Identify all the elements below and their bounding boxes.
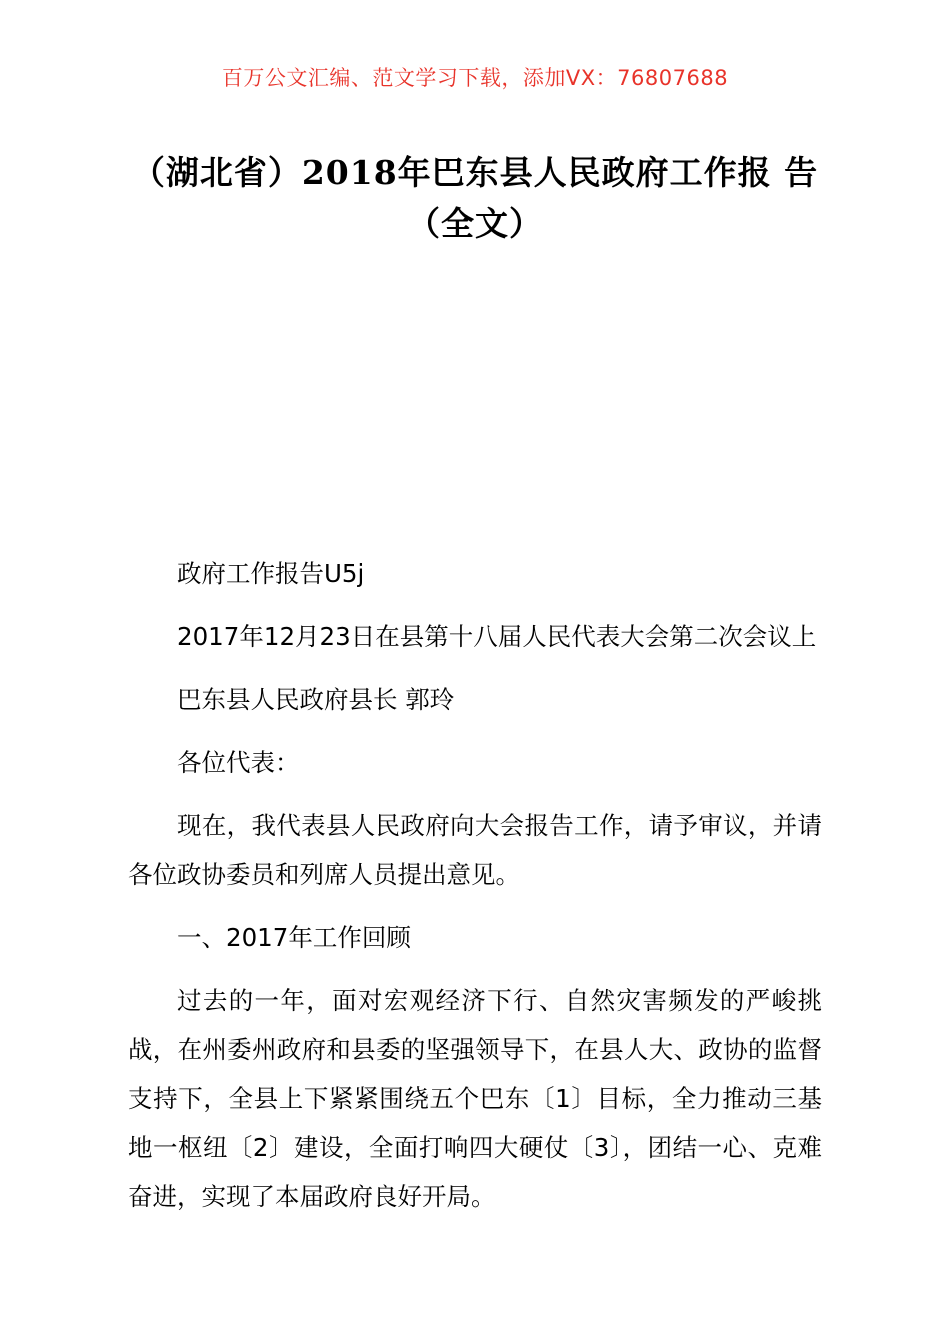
- page-title-line-2: 告（全文）: [407, 153, 819, 244]
- paragraph-intro: 现在，我代表县人民政府向大会报告工作，请予审议，并请各位政协委员和列席人员提出意见。: [128, 811, 822, 890]
- title-body-spacer: [0, 249, 950, 549]
- paragraph-review-body: 过去的一年，面对宏观经济下行、自然灾害频发的严峻挑战，在州委州政府和县委的坚强领导下，在县人大、政协的监督支持下，全县上下紧紧围绕五个巴东〔1〕目标，全力推动三基地一枢纽〔2〕建设，全面打响四大硬仗〔3〕，团结一心、克难奋进，实现了本届政府良好开局。: [128, 986, 822, 1212]
- paragraph-report-label: 政府工作报告U5j: [177, 559, 365, 589]
- paragraph-salutation: 各位代表：: [177, 748, 300, 778]
- paragraph-speaker: 巴东县人民政府县长 郭玲: [177, 685, 455, 715]
- paragraph-section-heading-one: 一、2017年工作回顾: [177, 923, 411, 953]
- page-title: [98, 147, 852, 249]
- paragraph-meeting-date: 2017年12月23日在县第十八届人民代表大会第二次会议上: [177, 622, 817, 652]
- document-body: [128, 549, 822, 1221]
- page-title-line-1: （湖北省）2018年巴东县人民政府工作报: [131, 153, 772, 193]
- watermark-banner: 百万公文汇编、范文学习下载，添加VX：76807688: [221, 66, 729, 90]
